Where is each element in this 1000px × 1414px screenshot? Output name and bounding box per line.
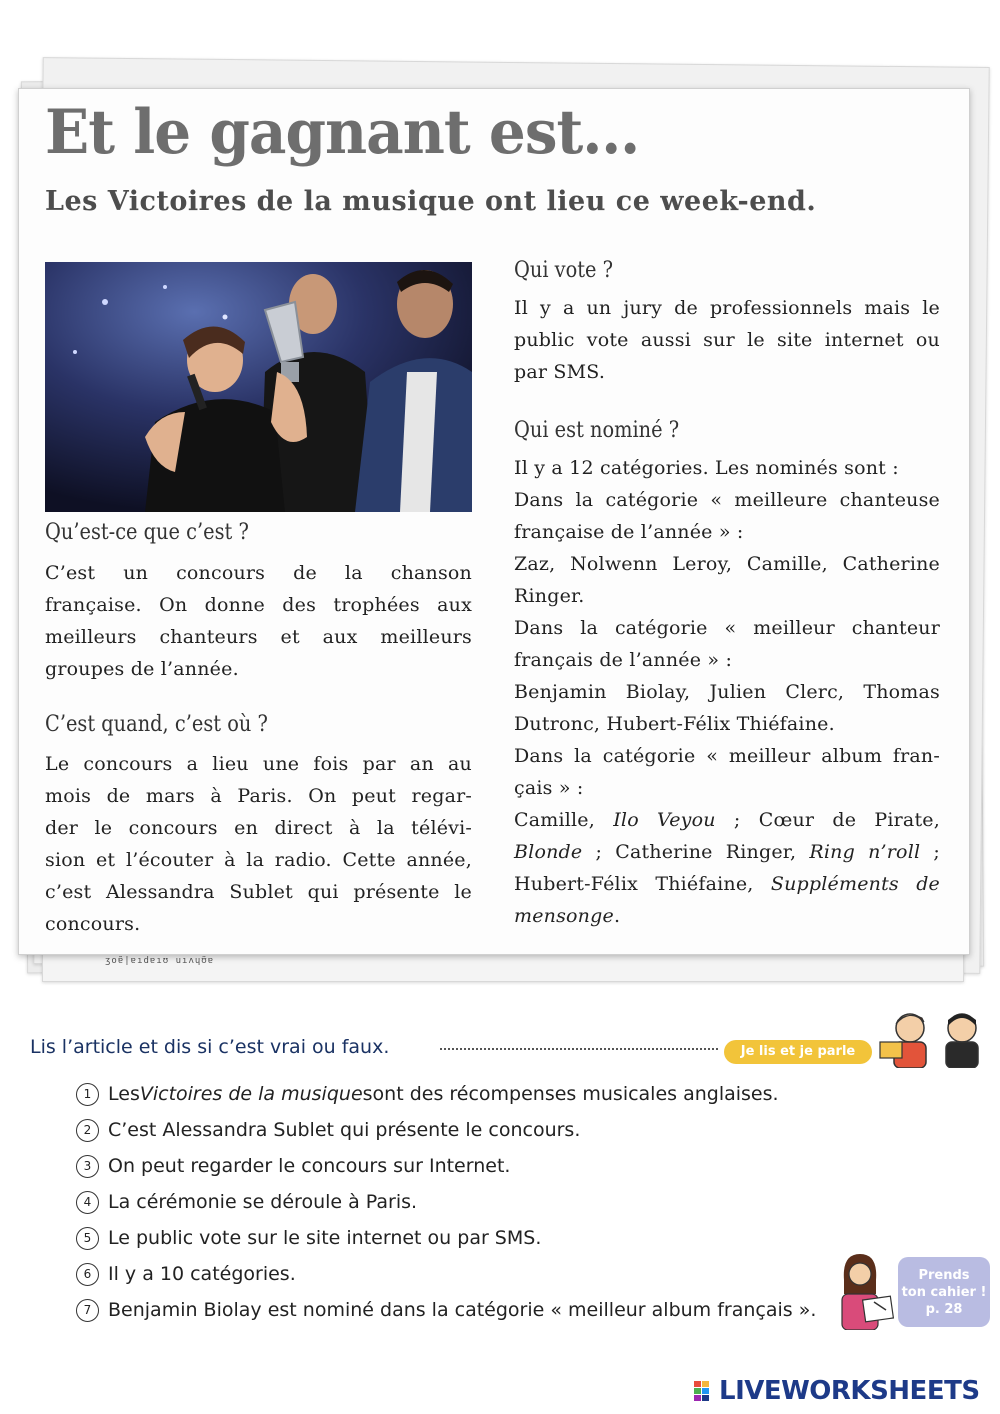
exercise-instruction: Lis l’article et dis si c’est vrai ou faux. <box>30 1036 390 1058</box>
text-line: Le concours a lieu une fois par an au <box>45 753 472 775</box>
notebook-reminder-page: p. 28 <box>925 1302 963 1317</box>
section-heading-when-where: C’est quand, c’est où ? <box>45 712 268 737</box>
underlying-print: ʒoɐ̃|ɐıdɐıʊ uıʌɥʊ̃ɐ <box>105 956 215 966</box>
section-text-when-where <box>45 748 472 940</box>
text-line: concours. <box>45 913 141 935</box>
text-line <box>514 900 940 932</box>
read-speak-badge: Je lis et je parle <box>724 1040 872 1064</box>
text-line <box>514 868 940 900</box>
text-line: çais » : <box>514 777 584 799</box>
text-line: Benjamin Biolay, Julien Clerc, Thomas <box>514 681 940 703</box>
text-fragment: Hubert-Félix Thiéfaine, <box>514 873 771 895</box>
text-line: Dans la catégorie « meilleure chanteuse <box>514 489 940 511</box>
kids-illustration <box>872 1006 987 1068</box>
item-text: On peut regarder le concours sur Internet. <box>108 1155 511 1177</box>
liveworksheets-logo-icon <box>693 1379 717 1403</box>
text-line: public vote aussi sur le site internet ou <box>514 329 940 351</box>
item-text: Benjamin Biolay est nominé dans la catégorie « meilleur album français ». <box>108 1299 817 1321</box>
item-number: 6 <box>76 1263 99 1286</box>
exercise-item <box>76 1148 816 1184</box>
text-line: groupes de l’année. <box>45 658 239 680</box>
text-line: française. On donne des trophées aux <box>45 594 472 616</box>
section-heading-who-votes: Qui vote ? <box>514 258 614 283</box>
text-line: Dutronc, Hubert-Félix Thiéfaine. <box>514 713 835 735</box>
text-fragment: ; Catherine Ringer, <box>582 841 810 863</box>
text-line: Il y a un jury de professionnels mais le <box>514 297 940 319</box>
album-title: mensonge <box>514 905 614 927</box>
exercise-item <box>76 1112 816 1148</box>
text-line: sion et l’écouter à la radio. Cette année, <box>45 849 472 871</box>
album-title: Suppléments de <box>770 873 940 895</box>
text-line: par SMS. <box>514 361 606 383</box>
text-line: mois de mars à Paris. On peut regar- <box>45 785 472 807</box>
ceremony-photo <box>45 262 472 512</box>
item-number: 3 <box>76 1155 99 1178</box>
girl-writing-illustration <box>834 1250 896 1330</box>
notebook-reminder-line: Prends <box>918 1268 970 1283</box>
text-line: meilleurs chanteurs et aux meilleurs <box>45 626 472 648</box>
exercise-item <box>76 1292 816 1328</box>
section-heading-nominees: Qui est nominé ? <box>514 418 680 443</box>
text-line: C’est un concours de la chanson <box>45 562 472 584</box>
item-number: 2 <box>76 1119 99 1142</box>
text-line: der le concours en direct à la télévi- <box>45 817 472 839</box>
item-number: 5 <box>76 1227 99 1250</box>
text-line <box>514 804 940 836</box>
text-fragment: Camille, <box>514 809 614 831</box>
dotted-leader <box>440 1046 718 1050</box>
article-title: Et le gagnant est… <box>45 96 640 168</box>
section-heading-what: Qu’est-ce que c’est ? <box>45 520 249 545</box>
item-text: sont des récompenses musicales anglaises. <box>362 1083 779 1105</box>
liveworksheets-logo <box>693 1376 980 1406</box>
liveworksheets-logo-text: LIVEWORKSHEETS <box>719 1376 980 1406</box>
text-line <box>514 836 940 868</box>
album-title: Ring n’roll <box>809 841 921 863</box>
exercise-item <box>76 1184 816 1220</box>
text-fragment: . <box>613 905 621 927</box>
item-number: 4 <box>76 1191 99 1214</box>
text-line: Dans la catégorie « meilleur chanteur <box>514 617 940 639</box>
text-line: Zaz, Nolwenn Leroy, Camille, Catherine <box>514 553 940 575</box>
text-line: Il y a 12 catégories. Les nominés sont : <box>514 457 899 479</box>
item-text: Les <box>108 1083 140 1105</box>
notebook-reminder-line: ton cahier ! <box>901 1285 987 1300</box>
exercise-item <box>76 1220 816 1256</box>
item-number: 1 <box>76 1083 99 1106</box>
section-text-nominees <box>514 452 940 932</box>
item-text: Il y a 10 catégories. <box>108 1263 296 1285</box>
item-text: C’est Alessandra Sublet qui présente le concours. <box>108 1119 581 1141</box>
item-text: La cérémonie se déroule à Paris. <box>108 1191 418 1213</box>
text-fragment: ; <box>920 841 940 863</box>
exercise-list <box>76 1076 816 1328</box>
article-subtitle: Les Victoires de la musique ont lieu ce week-end. <box>45 186 817 217</box>
text-line: français de l’année » : <box>514 649 733 671</box>
album-title: Blonde <box>514 841 583 863</box>
album-title: Ilo Veyou <box>613 809 716 831</box>
text-line: française de l’année » : <box>514 521 744 543</box>
text-line: Ringer. <box>514 585 585 607</box>
text-fragment: ; Cœur de Pirate, <box>715 809 940 831</box>
item-number: 7 <box>76 1299 99 1322</box>
text-line: c’est Alessandra Sublet qui présente le <box>45 881 472 903</box>
item-text: Le public vote sur le site internet ou par SMS. <box>108 1227 542 1249</box>
section-text-who-votes <box>514 292 940 388</box>
notebook-reminder-box <box>898 1257 990 1327</box>
item-italic: Victoires de la musique <box>139 1083 363 1105</box>
exercise-item <box>76 1256 816 1292</box>
section-text-what <box>45 557 472 685</box>
exercise-item <box>76 1076 816 1112</box>
text-line: Dans la catégorie « meilleur album fran- <box>514 745 940 767</box>
